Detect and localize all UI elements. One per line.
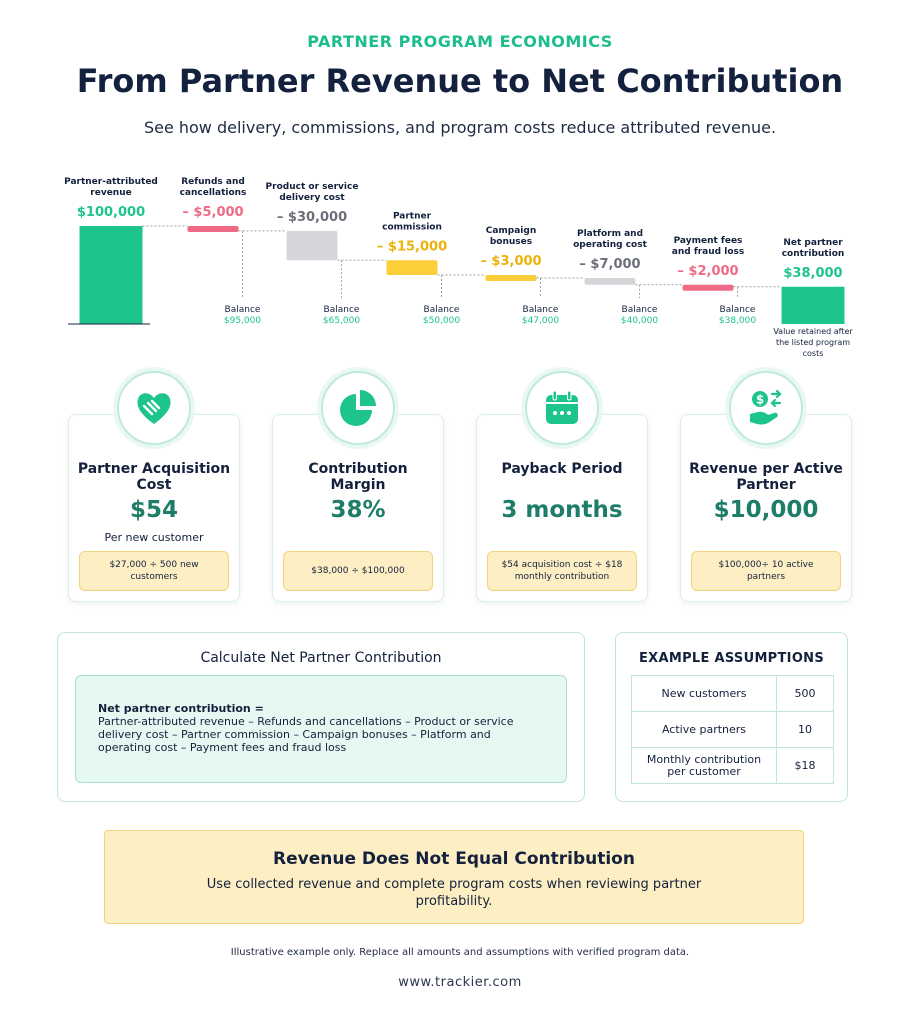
kpi-title: Partner Acquisition Cost (77, 461, 231, 493)
balance-label: Balance (423, 305, 460, 315)
kpi-formula: $27,000 ÷ 500 new customers (79, 551, 229, 591)
formula-text: Partner-attributed revenue – Refunds and cancellations – Product or service delivery cost – Partner commission – Campaign bonuses – Platform and operating cost – Payment fees and fraud loss (98, 715, 514, 754)
value-label: – $7,000 (579, 256, 641, 272)
waterfall-bar (188, 226, 239, 232)
kpi-title: Contribution Margin (308, 461, 408, 493)
balance-value: $47,000 (521, 316, 560, 326)
kpi-title: Payback Period (501, 461, 623, 477)
value-label: – $30,000 (276, 209, 348, 225)
category-label: contribution (781, 248, 845, 259)
category-label: Refunds and (181, 177, 245, 187)
value-label: – $2,000 (677, 263, 739, 279)
value-label: – $15,000 (376, 239, 448, 255)
waterfall-bar (683, 285, 734, 291)
kpi-value: $10,000 (713, 497, 819, 523)
kpi-card-payback-period (476, 414, 648, 602)
balance-value: $65,000 (322, 316, 361, 326)
balance-label: Balance (522, 305, 559, 315)
page-title: From Partner Revenue to Net Contribution (76, 62, 844, 100)
kpi-formula: $54 acquisition cost ÷ $18 monthly contribution (487, 551, 637, 591)
disclaimer: Illustrative example only. Replace all amounts and assumptions with verified program data. (230, 947, 690, 958)
kpi-card-acquisition-cost (68, 414, 240, 602)
svg-text:$: $ (755, 392, 765, 407)
final-note: Value retained after (773, 327, 853, 336)
kpi-value: 3 months (501, 497, 623, 523)
category-label: Partner-attributed (64, 177, 158, 187)
kpi-title: Revenue per Active Partner (689, 461, 843, 493)
category-label: Product or service (265, 181, 359, 192)
category-label: Partner (392, 211, 432, 222)
assumption-value: 10 (777, 712, 834, 748)
eyebrow-label: PARTNER PROGRAM ECONOMICS (307, 32, 613, 51)
assumption-label: New customers (632, 676, 777, 712)
pie-chart-icon (321, 371, 395, 445)
waterfall-bar (387, 260, 438, 275)
assumption-label: Active partners (632, 712, 777, 748)
value-label: $38,000 (783, 265, 843, 281)
assumption-value: 500 (777, 676, 834, 712)
formula-label: Net partner contribution = (98, 702, 264, 715)
kpi-subtext: Per new customer (104, 531, 204, 544)
table-row (632, 712, 834, 748)
assumptions-title: EXAMPLE ASSUMPTIONS (638, 651, 825, 666)
assumptions-panel (615, 632, 848, 802)
final-note: costs (802, 349, 824, 358)
waterfall-bar (486, 275, 537, 281)
callout-title: Revenue Does Not Equal Contribution (273, 849, 635, 869)
waterfall-bar (782, 287, 845, 324)
money-hand-icon (729, 371, 803, 445)
waterfall-bar (287, 231, 338, 260)
kpi-formula: $100,000÷ 10 active partners (691, 551, 841, 591)
assumption-label: Monthly contribution per customer (632, 748, 777, 784)
balance-label: Balance (224, 305, 261, 315)
balance-value: $40,000 (620, 316, 659, 326)
value-label: $100,000 (76, 205, 146, 220)
category-label: operating cost (573, 239, 647, 250)
category-label: Net partner (783, 237, 843, 248)
website-link[interactable]: www.trackier.com (398, 975, 522, 990)
waterfall-chart (0, 160, 920, 370)
table-row (632, 748, 834, 784)
balance-value: $95,000 (223, 316, 262, 326)
category-label: Campaign (485, 226, 537, 236)
category-label: revenue (90, 188, 132, 198)
balance-value: $38,000 (718, 316, 757, 326)
kpi-formula: $38,000 ÷ $100,000 (283, 551, 433, 591)
value-label: – $5,000 (182, 205, 244, 220)
category-label: Payment fees (673, 235, 743, 246)
waterfall-bar (80, 226, 143, 324)
category-label: and fraud loss (671, 246, 745, 257)
calendar-icon (525, 371, 599, 445)
category-label: commission (382, 222, 442, 233)
category-label: Platform and (576, 228, 644, 239)
assumption-value: $18 (777, 748, 834, 784)
waterfall-bar (585, 278, 636, 285)
callout-banner (104, 830, 804, 924)
value-label: – $3,000 (480, 254, 542, 269)
calculator-panel (57, 632, 585, 802)
page-subtitle: See how delivery, commissions, and program costs reduce attributed revenue. (143, 118, 777, 137)
category-label: cancellations (179, 188, 247, 198)
formula-box (75, 675, 567, 783)
table-row (632, 676, 834, 712)
kpi-card-contribution-margin (272, 414, 444, 602)
assumptions-table (631, 675, 834, 784)
balance-label: Balance (621, 305, 658, 315)
category-label: bonuses (489, 237, 533, 247)
balance-label: Balance (719, 305, 756, 315)
final-note: the listed program (775, 338, 851, 347)
handshake-heart-icon (117, 371, 191, 445)
balance-value: $50,000 (422, 316, 461, 326)
kpi-value: 38% (330, 497, 386, 523)
callout-text: Use collected revenue and complete program costs when reviewing partner profitability. (206, 877, 702, 909)
balance-label: Balance (323, 305, 360, 315)
kpi-card-revenue-per-partner (680, 392, 852, 602)
kpi-value: $54 (129, 497, 178, 523)
calculator-title: Calculate Net Partner Contribution (200, 650, 442, 666)
category-label: delivery cost (279, 192, 345, 203)
